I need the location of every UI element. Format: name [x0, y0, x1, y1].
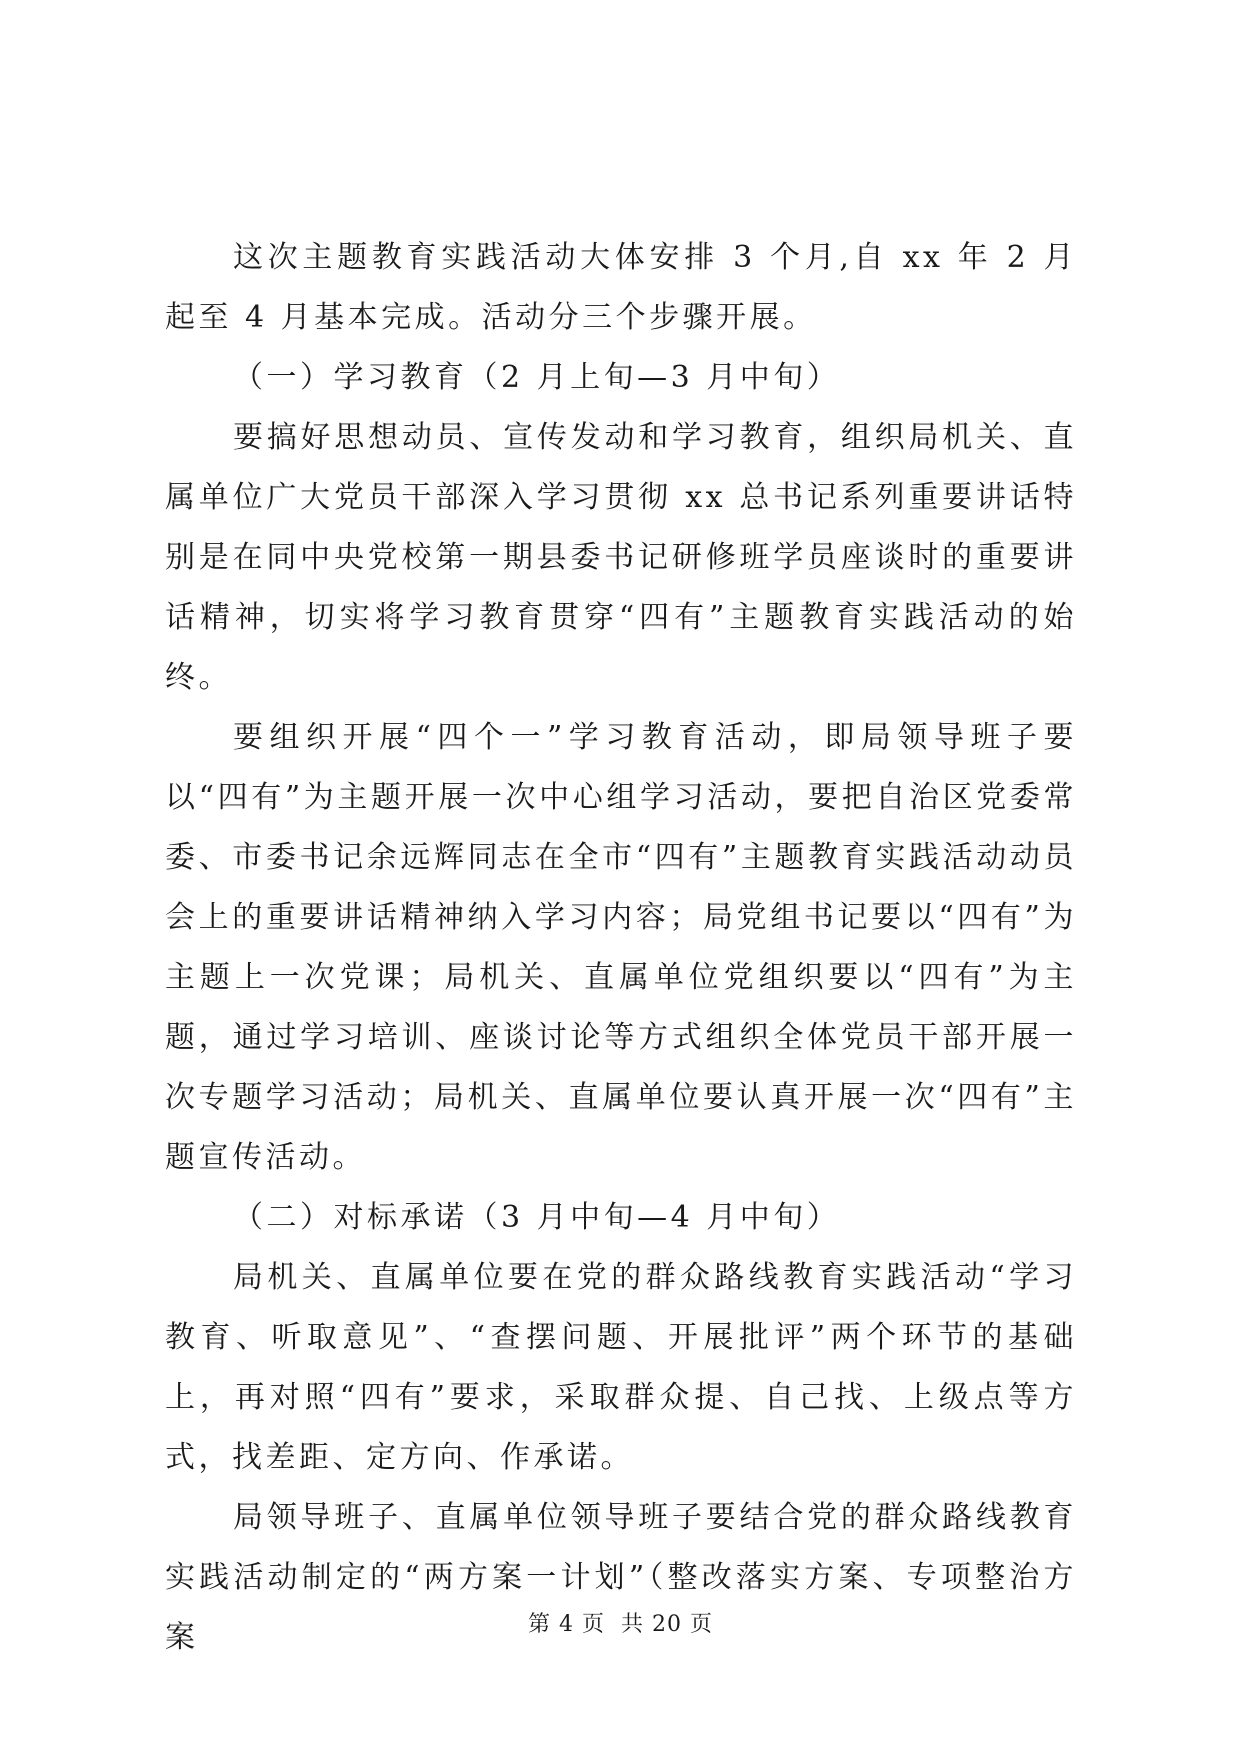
paragraph-schedule: 这次主题教育实践活动大体安排 3 个月,自 xx 年 2 月起至 4 月基本完成。活动分三个步骤开展。: [165, 240, 1077, 335]
paragraph-leadership: 局领导班子、直属单位领导班子要结合党的群众路线教育实践活动制定的“两方案一计划”（整改落实方案、专项整治方案: [165, 1500, 1077, 1655]
document-body: [165, 228, 1077, 1668]
section-heading-commitment: （二）对标承诺（3 月中旬—4 月中旬）: [233, 1200, 841, 1235]
paragraph-commitment: 局机关、直属单位要在党的群众路线教育实践活动“学习教育、听取意见”、“查摆问题、开展批评”两个环节的基础上，再对照“四有”要求，采取群众提、自己找、上级点等方式，找差距、定方向、作承诺。: [165, 1260, 1077, 1475]
page-number-footer: 第 4 页 共 20 页: [528, 1612, 713, 1637]
section-heading-study: （一）学习教育（2 月上旬—3 月中旬）: [233, 360, 841, 395]
paragraph-study-mobilization: 要搞好思想动员、宣传发动和学习教育，组织局机关、直属单位广大党员干部深入学习贯彻 xx 总书记系列重要讲话特别是在同中央党校第一期县委书记研修班学员座谈时的重要讲话精神，切实将学习教育贯穿“四有”主题教育实践活动的始终。: [165, 420, 1077, 695]
paragraph-four-ones: 要组织开展“四个一”学习教育活动，即局领导班子要以“四有”为主题开展一次中心组学习活动，要把自治区党委常委、市委书记余远辉同志在全市“四有”主题教育实践活动动员会上的重要讲话精神纳入学习内容；局党组书记要以“四有”为主题上一次党课；局机关、直属单位党组织要以“四有”为主题，通过学习培训、座谈讨论等方式组织全体党员干部开展一次专题学习活动；局机关、直属单位要认真开展一次“四有”主题宣传活动。: [165, 720, 1077, 1175]
